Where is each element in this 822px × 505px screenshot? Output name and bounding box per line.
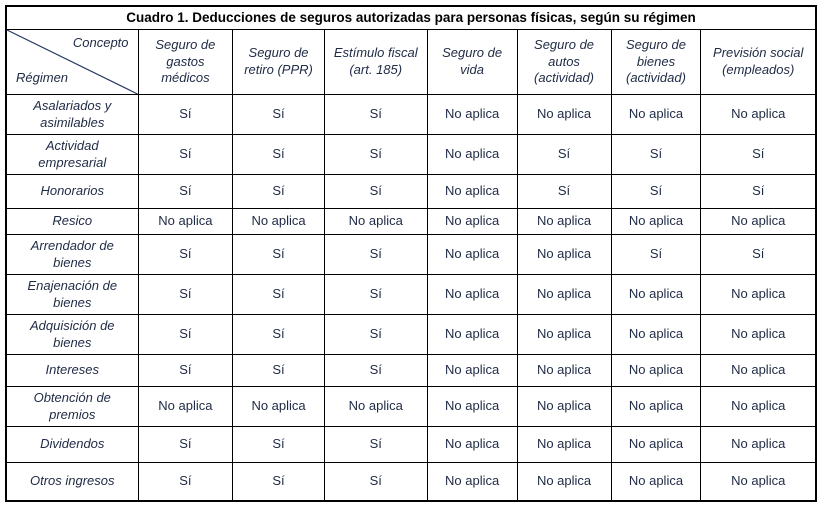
- corner-cell: [6, 30, 138, 95]
- row-cell: Sí: [233, 355, 325, 387]
- row-cell: No aplica: [517, 235, 611, 275]
- row-cell: Sí: [233, 95, 325, 135]
- row-cell: Sí: [233, 315, 325, 355]
- column-header: Seguro de vida: [427, 30, 517, 95]
- row-cell: No aplica: [611, 275, 701, 315]
- corner-label-concepto: Concepto: [72, 35, 129, 50]
- column-header: Seguro de bienes (actividad): [611, 30, 701, 95]
- row-cell: Sí: [701, 235, 816, 275]
- title-row: [6, 6, 816, 30]
- table-row: [6, 315, 816, 355]
- row-cell: Sí: [324, 235, 427, 275]
- row-cell: No aplica: [701, 427, 816, 463]
- row-cell: Sí: [138, 175, 233, 209]
- table-row: [6, 175, 816, 209]
- row-cell: No aplica: [427, 387, 517, 427]
- row-cell: Sí: [324, 275, 427, 315]
- row-cell: No aplica: [233, 209, 325, 235]
- row-cell: Sí: [233, 427, 325, 463]
- row-cell: No aplica: [517, 355, 611, 387]
- row-label: Adquisición de bienes: [6, 315, 138, 355]
- row-cell: No aplica: [701, 209, 816, 235]
- table-row: [6, 275, 816, 315]
- row-cell: No aplica: [138, 387, 233, 427]
- row-cell: No aplica: [611, 463, 701, 501]
- row-cell: No aplica: [427, 463, 517, 501]
- row-cell: Sí: [611, 235, 701, 275]
- column-header: Estímulo fiscal (art. 185): [324, 30, 427, 95]
- row-cell: No aplica: [517, 387, 611, 427]
- row-cell: Sí: [138, 235, 233, 275]
- column-header: Seguro de autos (actividad): [517, 30, 611, 95]
- row-cell: Sí: [701, 135, 816, 175]
- row-cell: No aplica: [324, 387, 427, 427]
- row-cell: No aplica: [427, 235, 517, 275]
- row-cell: Sí: [701, 175, 816, 209]
- row-cell: Sí: [138, 95, 233, 135]
- row-label: Otros ingresos: [6, 463, 138, 501]
- row-cell: Sí: [138, 135, 233, 175]
- row-cell: No aplica: [324, 209, 427, 235]
- row-cell: No aplica: [427, 355, 517, 387]
- row-cell: Sí: [138, 427, 233, 463]
- table-row: [6, 355, 816, 387]
- row-cell: No aplica: [427, 135, 517, 175]
- corner-label-regimen: Régimen: [16, 70, 69, 86]
- row-cell: No aplica: [701, 463, 816, 501]
- row-cell: Sí: [138, 463, 233, 501]
- row-cell: No aplica: [427, 209, 517, 235]
- row-cell: No aplica: [427, 427, 517, 463]
- deductions-table: [5, 5, 817, 502]
- table-row: [6, 427, 816, 463]
- row-label: Intereses: [6, 355, 138, 387]
- row-cell: No aplica: [611, 95, 701, 135]
- row-cell: No aplica: [611, 315, 701, 355]
- row-cell: No aplica: [701, 315, 816, 355]
- row-cell: Sí: [233, 235, 325, 275]
- row-cell: Sí: [517, 175, 611, 209]
- table-row: [6, 95, 816, 135]
- row-label: Arrendador de bienes: [6, 235, 138, 275]
- row-cell: No aplica: [701, 355, 816, 387]
- row-cell: Sí: [324, 463, 427, 501]
- table-title: Cuadro 1. Deducciones de seguros autorizadas para personas físicas, según su régimen: [6, 6, 816, 30]
- row-cell: No aplica: [701, 275, 816, 315]
- row-cell: No aplica: [427, 275, 517, 315]
- row-cell: Sí: [138, 355, 233, 387]
- table-row: [6, 387, 816, 427]
- row-label: Enajenación de bienes: [6, 275, 138, 315]
- row-cell: No aplica: [517, 95, 611, 135]
- row-cell: No aplica: [701, 387, 816, 427]
- row-cell: No aplica: [517, 427, 611, 463]
- row-cell: Sí: [324, 355, 427, 387]
- row-cell: Sí: [138, 315, 233, 355]
- table-row: [6, 235, 816, 275]
- row-cell: Sí: [324, 427, 427, 463]
- row-cell: No aplica: [611, 427, 701, 463]
- row-cell: Sí: [233, 275, 325, 315]
- row-label: Obtención de premios: [6, 387, 138, 427]
- table-row: [6, 209, 816, 235]
- table-body: [6, 95, 816, 501]
- row-cell: No aplica: [427, 95, 517, 135]
- row-cell: No aplica: [517, 463, 611, 501]
- row-cell: Sí: [138, 275, 233, 315]
- row-cell: No aplica: [517, 275, 611, 315]
- table-row: [6, 463, 816, 501]
- column-header: Seguro de gastos médicos: [138, 30, 233, 95]
- row-cell: Sí: [233, 463, 325, 501]
- column-header: Seguro de retiro (PPR): [233, 30, 325, 95]
- row-cell: No aplica: [427, 175, 517, 209]
- row-cell: No aplica: [233, 387, 325, 427]
- row-label: Resico: [6, 209, 138, 235]
- table-row: [6, 135, 816, 175]
- header-row: [6, 30, 816, 95]
- row-cell: No aplica: [138, 209, 233, 235]
- row-cell: Sí: [233, 135, 325, 175]
- row-cell: Sí: [233, 175, 325, 209]
- row-cell: Sí: [324, 95, 427, 135]
- row-cell: Sí: [611, 175, 701, 209]
- row-label: Dividendos: [6, 427, 138, 463]
- row-label: Honorarios: [6, 175, 138, 209]
- row-cell: Sí: [517, 135, 611, 175]
- row-cell: Sí: [324, 135, 427, 175]
- column-header: Previsión social (empleados): [701, 30, 816, 95]
- row-cell: No aplica: [517, 209, 611, 235]
- row-cell: No aplica: [701, 95, 816, 135]
- row-label: Actividad empresarial: [6, 135, 138, 175]
- row-cell: No aplica: [611, 209, 701, 235]
- row-cell: No aplica: [611, 355, 701, 387]
- row-cell: Sí: [324, 315, 427, 355]
- row-cell: No aplica: [427, 315, 517, 355]
- row-cell: No aplica: [611, 387, 701, 427]
- row-cell: Sí: [611, 135, 701, 175]
- row-label: Asalariados y asimilables: [6, 95, 138, 135]
- row-cell: No aplica: [517, 315, 611, 355]
- row-cell: Sí: [324, 175, 427, 209]
